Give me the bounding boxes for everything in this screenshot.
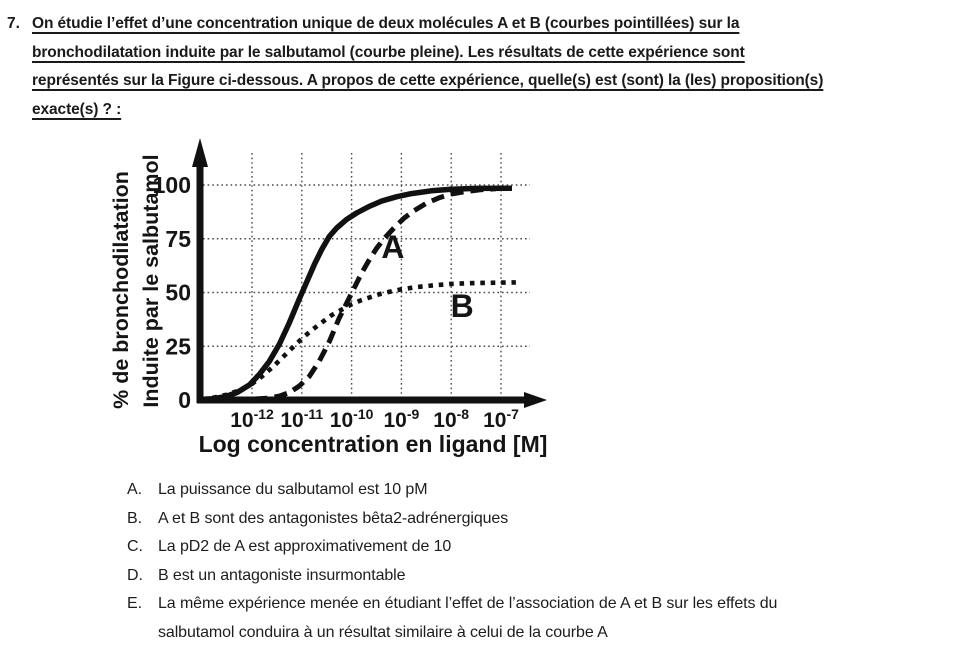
x-axis-arrow-icon bbox=[524, 392, 547, 408]
option-text: B est un antagoniste insurmontable bbox=[158, 566, 406, 584]
question-line: bronchodilatation induite par le salbutamol (courbe pleine). Les résultats de cette expérience sont bbox=[32, 43, 745, 61]
x-axis-title: Log concentration en ligand [M] bbox=[198, 431, 548, 457]
axes bbox=[192, 138, 547, 408]
option-text: La pD2 de A est approximativement de 10 bbox=[158, 538, 452, 555]
curve-salbutamol bbox=[202, 188, 512, 399]
option-letter: E. bbox=[127, 595, 142, 612]
x-tick-label: $10^{-9}$ bbox=[383, 406, 420, 432]
y-axis-title-line1: % de bronchodilatation bbox=[109, 171, 133, 409]
question-line: représentés sur la Figure ci-dessous. A propos de cette expérience, quelle(s) est (sont) la (les) proposition(s) bbox=[32, 72, 824, 89]
x-tick-label: $10^{-7}$ bbox=[483, 406, 519, 432]
answer-options bbox=[127, 476, 937, 647]
question-line: On étudie l’effet d’une concentration unique de deux molécules A et B (courbes pointillées) sur la bbox=[32, 15, 740, 32]
option-b bbox=[127, 505, 937, 534]
curve-B bbox=[202, 282, 516, 399]
curve-label-B: B bbox=[450, 288, 474, 325]
option-text-line2: salbutamol conduira à un résultat similaire à celui de la courbe A bbox=[158, 623, 608, 641]
x-tick-label: $10^{-10}$ bbox=[329, 406, 374, 432]
option-letter: B. bbox=[127, 509, 142, 527]
option-letter: A. bbox=[127, 481, 142, 498]
y-tick-label: 25 bbox=[165, 333, 191, 360]
question-line: exacte(s) ? : bbox=[32, 100, 122, 118]
option-text: La puissance du salbutamol est 10 pM bbox=[158, 481, 428, 498]
curve-A bbox=[235, 189, 496, 400]
x-tick-label: $10^{-11}$ bbox=[280, 406, 324, 432]
question-block bbox=[7, 10, 957, 124]
option-e bbox=[127, 590, 937, 647]
question-number: 7. bbox=[7, 15, 20, 32]
option-text: La même expérience menée en étudiant l’effet de l’association de A et B sur les effets du bbox=[158, 595, 778, 612]
y-tick-label: 75 bbox=[165, 225, 191, 252]
x-tick-labels bbox=[230, 406, 519, 432]
question-text bbox=[32, 10, 823, 124]
y-tick-label: 100 bbox=[152, 172, 191, 198]
option-letter: D. bbox=[127, 566, 143, 584]
curve-label-A: A bbox=[381, 229, 405, 266]
x-tick-label: $10^{-8}$ bbox=[433, 406, 470, 432]
y-axis-arrow-icon bbox=[192, 138, 208, 167]
option-letter: C. bbox=[127, 538, 143, 555]
option-text: A et B sont des antagonistes bêta2-adrénergiques bbox=[158, 509, 509, 527]
option-a bbox=[127, 476, 937, 505]
option-d bbox=[127, 562, 937, 591]
y-tick-labels bbox=[153, 172, 192, 413]
y-tick-label: 0 bbox=[178, 387, 191, 413]
grid bbox=[203, 153, 530, 398]
option-c bbox=[127, 533, 937, 562]
x-tick-label: $10^{-12}$ bbox=[230, 406, 274, 432]
y-tick-label: 50 bbox=[165, 279, 191, 306]
y-axis-title-line2: Induite par le salbutamol bbox=[139, 154, 163, 408]
